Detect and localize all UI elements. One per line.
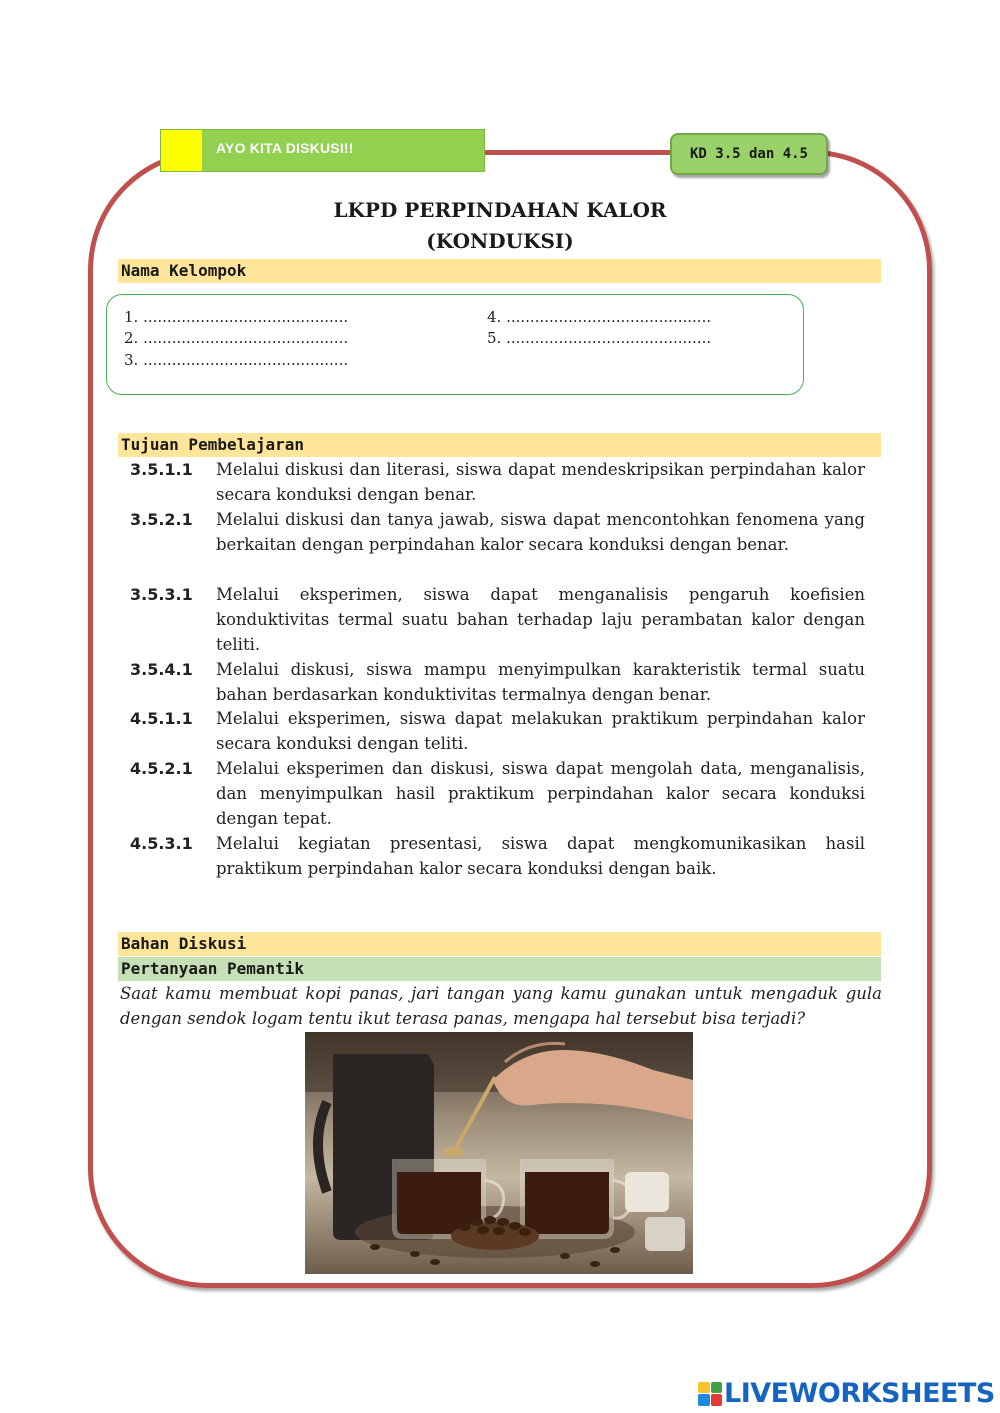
- objective-text: Melalui eksperimen dan diskusi, siswa dapat mengolah data, menganalisis, dan menyimpulkan hasil praktikum perpindahan kalor secara konduksi dengan tepat.: [216, 759, 865, 828]
- liveworksheets-logo[interactable]: [698, 1378, 995, 1409]
- objective-item: [120, 831, 865, 881]
- objective-item: [120, 457, 865, 507]
- objective-code: 3.5.2.1: [130, 510, 193, 529]
- objective-text: Melalui diskusi dan literasi, siswa dapat mendeskripsikan perpindahan kalor secara konduksi dengan benar.: [216, 460, 865, 504]
- objective-code: 4.5.1.1: [130, 709, 193, 728]
- objective-code: 4.5.2.1: [130, 759, 193, 778]
- objective-code: 3.5.4.1: [130, 660, 193, 679]
- coffee-stirring-photo: [305, 1032, 693, 1274]
- member-field-1[interactable]: 1. ...........................................: [124, 308, 349, 326]
- trigger-question-heading: Pertanyaan Pemantik: [118, 957, 881, 981]
- discussion-banner: [160, 129, 485, 172]
- member-field-2[interactable]: 2. ...........................................: [124, 329, 349, 347]
- trigger-question: Saat kamu membuat kopi panas, jari tangan yang kamu gunakan untuk mengaduk gula dengan sendok logam tentu ikut terasa panas, mengapa hal tersebut bisa terjadi?: [120, 984, 882, 1028]
- objective-item: [120, 756, 865, 831]
- banner-yellow-square: [161, 130, 202, 171]
- objective-code: 3.5.1.1: [130, 460, 193, 479]
- objective-code: 4.5.3.1: [130, 834, 193, 853]
- objective-item: [120, 507, 865, 557]
- discussion-heading: Bahan Diskusi: [118, 932, 881, 956]
- member-field-4[interactable]: 4. ...........................................: [487, 308, 712, 326]
- group-members-box: [106, 294, 804, 395]
- objectives-heading: Tujuan Pembelajaran: [118, 433, 881, 457]
- banner-label: AYO KITA DISKUSI!!: [216, 140, 354, 156]
- liveworksheets-logo-icon: [698, 1382, 722, 1406]
- kd-badge: KD 3.5 dan 4.5: [670, 133, 828, 175]
- objective-item: [120, 582, 865, 657]
- objective-text: Melalui kegiatan presentasi, siswa dapat mengkomunikasikan hasil praktikum perpindahan kalor secara konduksi dengan baik.: [216, 834, 865, 878]
- objective-text: Melalui eksperimen, siswa dapat melakukan praktikum perpindahan kalor secara konduksi dengan teliti.: [216, 709, 865, 753]
- objective-text: Melalui eksperimen, siswa dapat menganalisis pengaruh koefisien konduktivitas termal suatu bahan terhadap laju perambatan kalor dengan teliti.: [216, 585, 865, 654]
- objective-item: [120, 706, 865, 756]
- coffee-illustration: [305, 1032, 693, 1274]
- member-field-3[interactable]: 3. ...........................................: [124, 351, 349, 369]
- page-subtitle: (KONDUKSI): [426, 229, 574, 253]
- group-heading: Nama Kelompok: [118, 259, 881, 283]
- page-title: LKPD PERPINDAHAN KALOR: [333, 198, 667, 222]
- objective-text: Melalui diskusi, siswa mampu menyimpulkan karakteristik termal suatu bahan berdasarkan konduktivitas termalnya dengan benar.: [216, 660, 865, 704]
- brand-name: LIVEWORKSHEETS: [724, 1378, 995, 1409]
- objective-text: Melalui diskusi dan tanya jawab, siswa dapat mencontohkan fenomena yang berkaitan dengan perpindahan kalor secara konduksi dengan benar.: [216, 510, 865, 554]
- objective-item: [120, 657, 865, 707]
- member-field-5[interactable]: 5. ...........................................: [487, 329, 712, 347]
- objective-code: 3.5.3.1: [130, 585, 193, 604]
